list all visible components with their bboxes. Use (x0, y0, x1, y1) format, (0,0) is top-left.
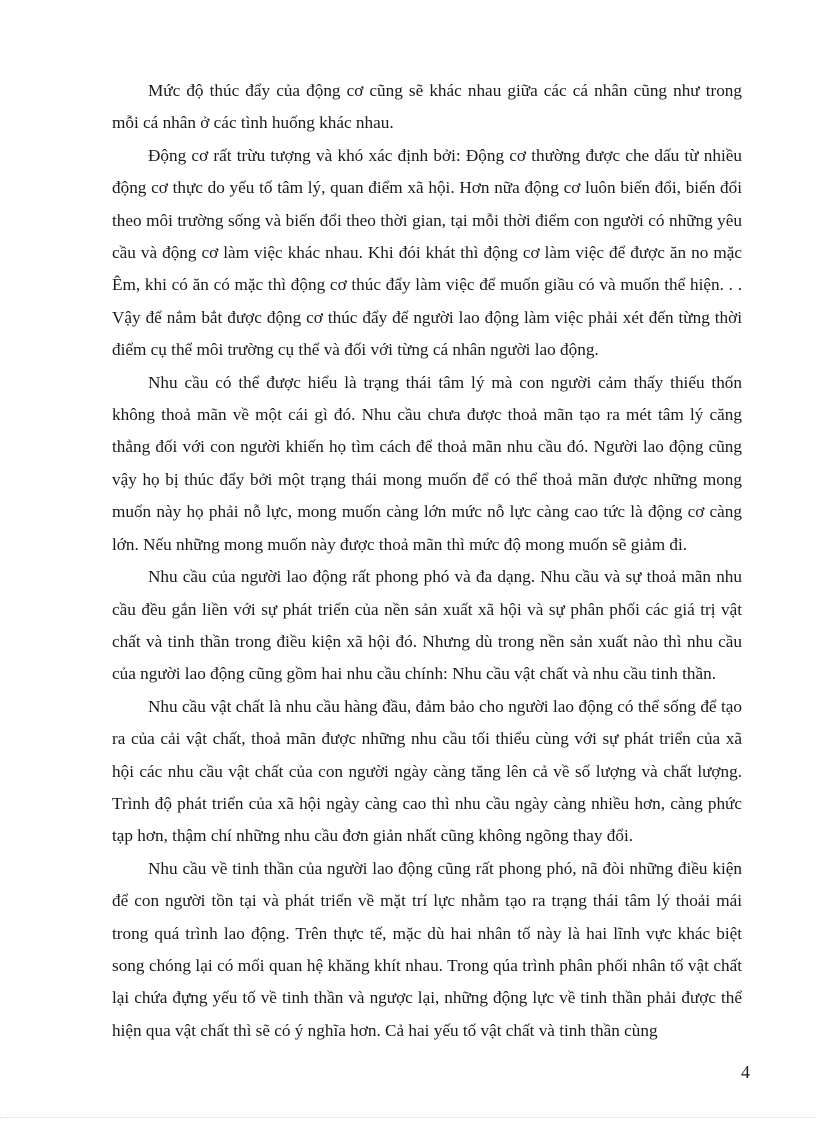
paragraph-4: Nhu cầu của người lao động rất phong phó và đa dạng. Nhu cầu và sự thoả mãn nhu cầu đều gắn liền với sự phát triển của nền sản xuất xã hội và sự phân phối các giá trị vật chất và tinh thần trong điều kiện xã hội đó. Nhưng dù trong nền sản xuất nào thì nhu cầu của người lao động cũng gồm hai nhu cầu chính: Nhu cầu vật chất và nhu cầu tinh thần. (112, 567, 742, 684)
body-text (112, 75, 742, 1047)
paragraph-2: Động cơ rất trừu tượng và khó xác định bởi: Động cơ thường được che dấu từ nhiều động cơ thực do yếu tố tâm lý, quan điểm xã hội. Hơn nữa động cơ luôn biến đổi, biến đổi theo môi trường sống và biến đổi theo thời gian, tại mỗi thời điểm con người có những yêu cầu và động cơ làm việc khác nhau. Khi đói khát thì động cơ làm việc để được ăn no mặc Êm, khi có ăn có mặc thì động cơ thúc đẩy làm việc để muốn giầu có và muốn thể hiện. . . Vậy để nắm bắt được động cơ thúc đẩy để người lao động làm việc phải xét đến từng thời điểm cụ thể môi trường cụ thể và đối với từng cá nhân người lao động. (112, 145, 742, 360)
paragraph-5: Nhu cầu vật chất là nhu cầu hàng đầu, đảm bảo cho người lao động có thể sống để tạo ra của cải vật chất, thoả mãn được những nhu cầu tối thiểu cùng với sự phát triển của xã hội các nhu cầu vật chất của con người ngày càng tăng lên cả về số lượng và chất lượng. Trình độ phát triển của xã hội ngày càng cao thì nhu cầu ngày càng nhiều hơn, càng phức tạp hơn, thậm chí những nhu cầu đơn giản nhất cũng không ngõng thay đổi. (112, 696, 742, 846)
page-number: 4 (741, 1062, 750, 1082)
footer-divider (0, 1117, 816, 1118)
paragraph-3: Nhu cầu có thể được hiểu là trạng thái tâm lý mà con người cảm thấy thiếu thốn không thoả mãn về một cái gì đó. Nhu cầu chưa được thoả mãn tạo ra mét tâm lý căng thẳng đối với con người khiến họ tìm cách để thoả mãn nhu cầu đó. Người lao động cũng vậy họ bị thúc đẩy bởi một trạng thái mong muốn để có thể thoả mãn được những mong muốn này họ phải nỗ lực, mong muốn càng lớn mức nỗ lực càng cao tức là động cơ càng lớn. Nếu những mong muốn này được thoả mãn thì mức độ mong muốn sẽ giảm đi. (112, 372, 742, 554)
paragraph-1: Mức độ thúc đẩy của động cơ cũng sẽ khác nhau giữa các cá nhân cũng như trong mỗi cá nhân ở các tình huống khác nhau. (112, 81, 742, 133)
paragraph-6: Nhu cầu về tinh thần của người lao động cũng rất phong phó, nã đòi những điều kiện để con người tồn tại và phát triển về mặt trí lực nhằm tạo ra trạng thái tâm lý thoải mái trong quá trình lao động. Trên thực tế, mặc dù hai nhân tố này là hai lĩnh vực khác biệt song chóng lại có mối quan hệ khăng khít nhau. Trong qúa trình phân phối nhân tố vật chất lại chứa đựng yếu tố về tinh thần và ngược lại, những động lực về tinh thần phải được thể hiện qua vật chất thì sẽ có ý nghĩa hơn. Cả hai yếu tố vật chất và tinh thần cùng (112, 858, 742, 1040)
